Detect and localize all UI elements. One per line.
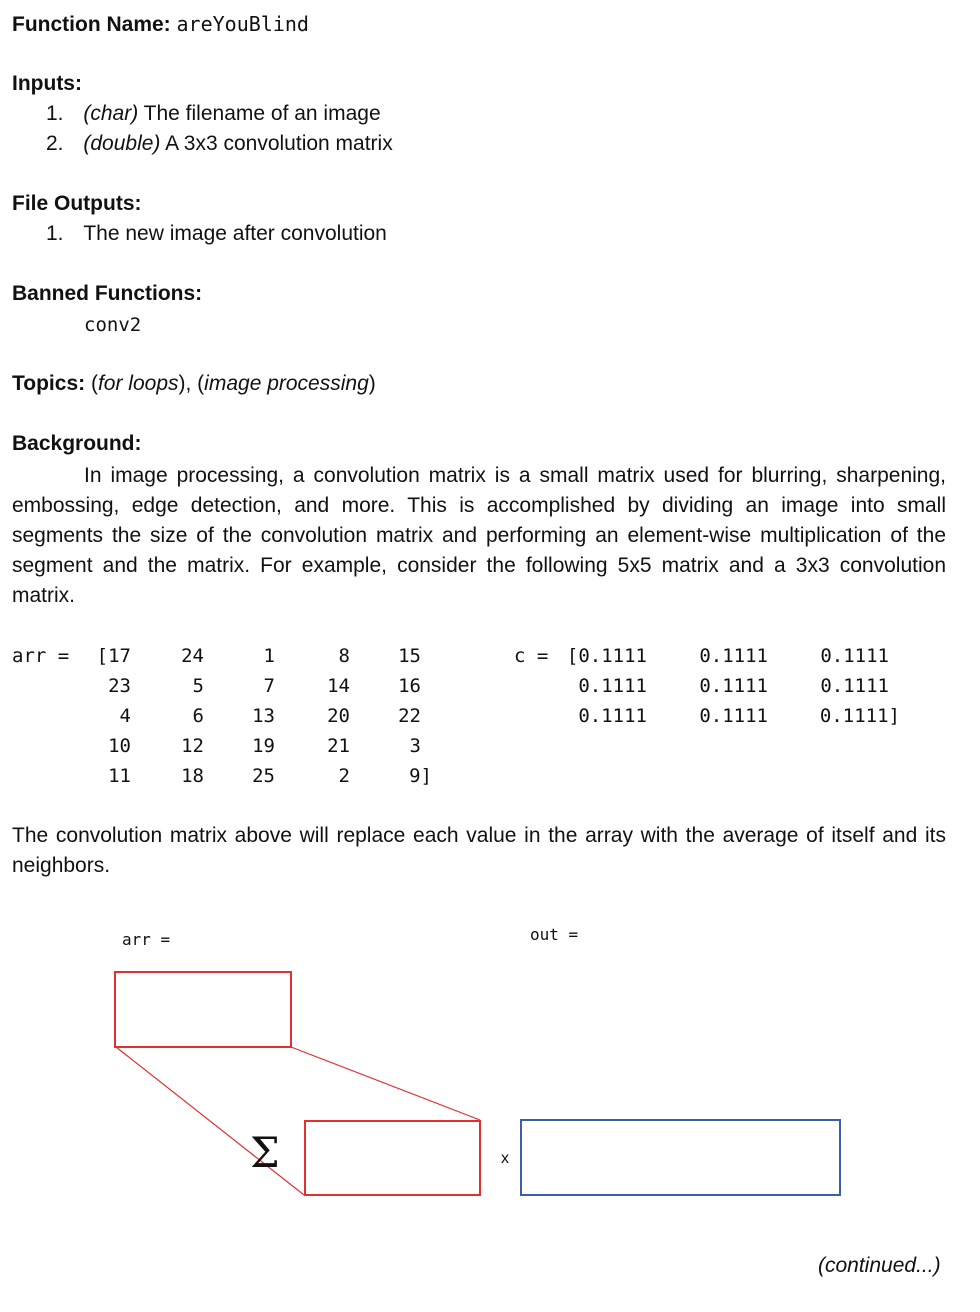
arr-cell: 5 <box>192 675 204 697</box>
arr-cell: 25 <box>252 765 275 787</box>
paren: ) <box>368 372 376 395</box>
sigma-symbol: Σ <box>250 1128 280 1177</box>
input-type: (double) <box>83 132 161 155</box>
arr-cell: 3 <box>409 735 421 757</box>
input-text: A 3x3 convolution matrix <box>160 132 393 155</box>
figure-out-label: out = <box>530 925 579 944</box>
c-cell: 0.1111] <box>819 705 900 727</box>
arr-cell: 12 <box>181 735 204 757</box>
topics-label: Topics: <box>12 372 86 395</box>
list-number: 2. <box>46 132 64 155</box>
arr-cell: 2 <box>338 765 350 787</box>
arr-cell: 13 <box>252 705 275 727</box>
output-text: The new image after convolution <box>83 222 387 245</box>
arr-cell: 18 <box>181 765 204 787</box>
arr-cell: 7 <box>263 675 275 697</box>
c-cell: 0.1111 <box>699 675 768 697</box>
kernel-box <box>520 1119 841 1196</box>
arr-cell: 23 <box>108 675 131 697</box>
c-label: c = <box>514 645 549 667</box>
continued-note: (continued...) <box>818 1254 941 1277</box>
file-outputs-heading: File Outputs: <box>12 192 142 215</box>
arr-cell: 9] <box>409 765 432 787</box>
arr-cell: 6 <box>192 705 204 727</box>
paren: ( <box>197 372 205 395</box>
c-cell: [0.1111 <box>566 645 647 667</box>
arr-label: arr = <box>12 645 70 667</box>
background-heading: Background: <box>12 432 142 455</box>
multiply-sign: x <box>501 1150 509 1167</box>
input-text: The filename of an image <box>138 102 381 125</box>
explanation-paragraph: The convolution matrix above will replace each value in the array with the average of itself and its neighbors. <box>12 824 946 877</box>
arr-cell: 22 <box>398 705 421 727</box>
c-cell: 0.1111 <box>578 705 647 727</box>
arr-cell: 15 <box>398 645 421 667</box>
arr-cell: 16 <box>398 675 421 697</box>
arr-cell: 24 <box>181 645 204 667</box>
arr-cell: 8 <box>338 645 350 667</box>
arr-cell: 19 <box>252 735 275 757</box>
function-name-value: areYouBlind <box>176 12 309 36</box>
c-cell: 0.1111 <box>578 675 647 697</box>
c-cell: 0.1111 <box>820 645 889 667</box>
arr-cell: 14 <box>327 675 350 697</box>
banned-functions-heading: Banned Functions: <box>12 282 203 305</box>
function-name-label: Function Name: <box>12 13 171 36</box>
arr-cell: 1 <box>263 645 275 667</box>
arr-cell: 4 <box>119 705 131 727</box>
background-paragraph: In image processing, a convolution matrix is a small matrix used for blurring, sharpening, embossing, edge detection, and more. This is accomplished by dividing an image into small segments the size of the convolution matrix and performing an element-wise multiplication of the segment and the matrix. For example, consider the following 5x5 matrix and a 3x3 convolution matrix. <box>12 464 946 607</box>
arr-cell: [17 <box>96 645 131 667</box>
paren: ), <box>178 372 198 395</box>
input-type: (char) <box>83 102 139 125</box>
topic-1: for loops <box>97 372 179 395</box>
topic-2: image processing <box>204 372 369 395</box>
segment-box <box>304 1120 481 1196</box>
c-cell: 0.1111 <box>699 705 768 727</box>
banned-function: conv2 <box>84 314 142 336</box>
figure-arr-label: arr = <box>122 930 171 949</box>
paren: ( <box>85 372 98 395</box>
inputs-heading: Inputs: <box>12 72 82 95</box>
arr-cell: 20 <box>327 705 350 727</box>
c-cell: 0.1111 <box>699 645 768 667</box>
connector-line-right <box>291 1047 480 1120</box>
arr-cell: 10 <box>108 735 131 757</box>
c-cell: 0.1111 <box>820 675 889 697</box>
arr-cell: 11 <box>108 765 131 787</box>
arr-cell: 21 <box>327 735 350 757</box>
list-number: 1. <box>46 102 64 125</box>
list-number: 1. <box>46 222 64 245</box>
